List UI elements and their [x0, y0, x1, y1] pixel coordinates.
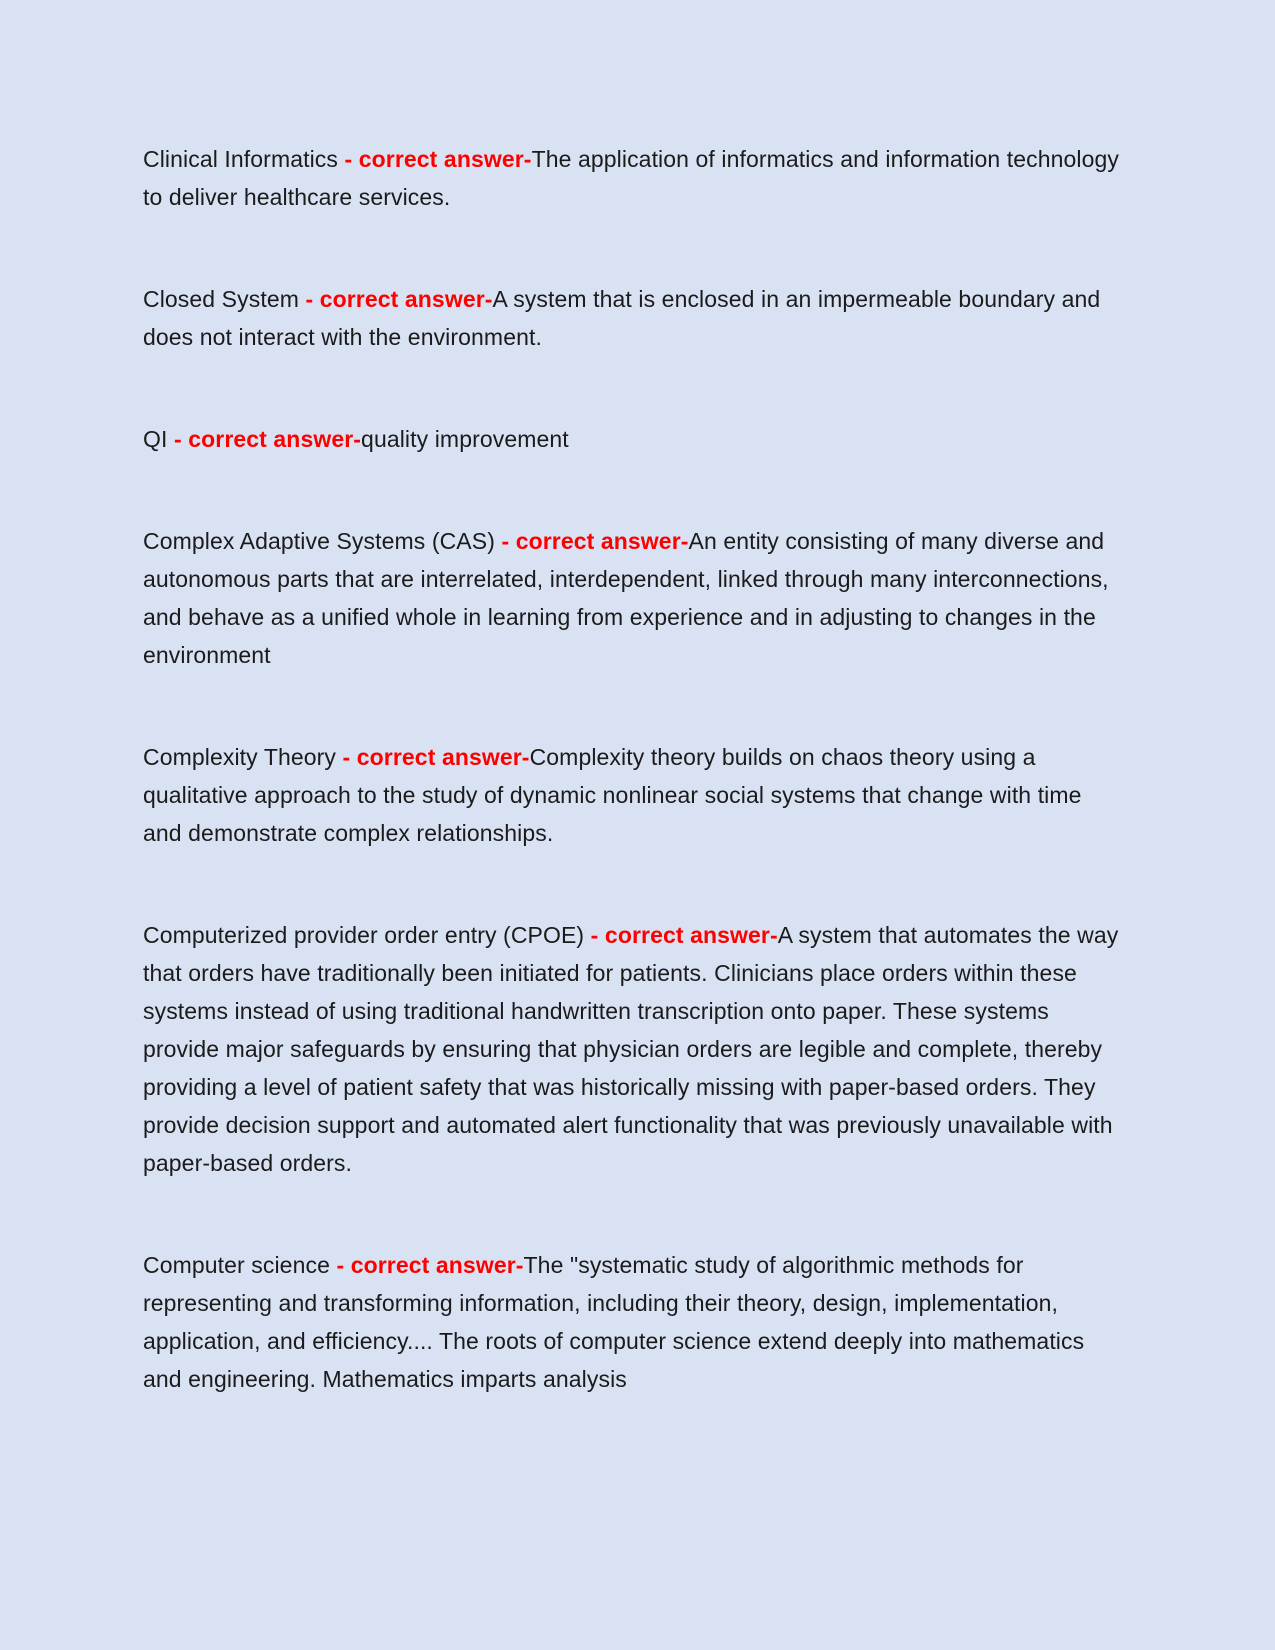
flashcard-entry — [143, 280, 1125, 356]
flashcard-entry — [143, 916, 1125, 1182]
definition-text: quality improvement — [361, 426, 569, 452]
correct-answer-marker: - correct answer- — [342, 744, 530, 770]
flashcard-entry — [143, 420, 1125, 458]
definition-text: The application of informatics and information technology to deliver healthcare services. — [143, 146, 1119, 210]
definition-text: A system that is enclosed in an impermeable boundary and does not interact with the environment. — [143, 286, 1101, 350]
correct-answer-marker: - correct answer- — [173, 426, 362, 452]
flashcard-entry — [143, 140, 1125, 216]
term-text: Closed System — [143, 286, 299, 312]
term-text: QI — [143, 426, 168, 452]
term-text: Computer science — [143, 1252, 330, 1278]
definition-text: A system that automates the way that orders have traditionally been initiated for patients. Clinicians place orders within these systems instead of using traditional handwritten transcription onto paper. These systems provide major safeguards by ensuring that physician orders are legible and complete, thereby providing a level of patient safety that was historically missing with paper-based orders. They provide decision support and automated alert functionality that was previously unavailable with paper-based orders. — [143, 922, 1119, 1176]
flashcard-entry — [143, 1246, 1125, 1398]
flashcard-entry — [143, 738, 1125, 852]
definition-text: An entity consisting of many diverse and autonomous parts that are interrelated, interdependent, linked through many interconnections, and behave as a unified whole in learning from experience and in adjusting to changes in the environment — [143, 528, 1109, 668]
term-text: Complex Adaptive Systems (CAS) — [143, 528, 495, 554]
correct-answer-marker: - correct answer- — [501, 528, 689, 554]
term-text: Complexity Theory — [143, 744, 337, 770]
term-text: Computerized provider order entry (CPOE) — [143, 922, 585, 948]
definition-text: The "systematic study of algorithmic methods for representing and transforming information, including their theory, design, implementation, application, and efficiency.... The roots of computer science extend deeply into mathematics and engineering. Mathematics imparts analysis — [143, 1252, 1085, 1392]
correct-answer-marker: - correct answer- — [344, 146, 532, 172]
flashcard-entry — [143, 522, 1125, 674]
correct-answer-marker: - correct answer- — [305, 286, 493, 312]
correct-answer-marker: - correct answer- — [590, 922, 778, 948]
correct-answer-marker: - correct answer- — [336, 1252, 524, 1278]
definition-text: Complexity theory builds on chaos theory using a qualitative approach to the study of dynamic nonlinear social systems that change with time and demonstrate complex relationships. — [143, 744, 1082, 846]
term-text: Clinical Informatics — [143, 146, 338, 172]
